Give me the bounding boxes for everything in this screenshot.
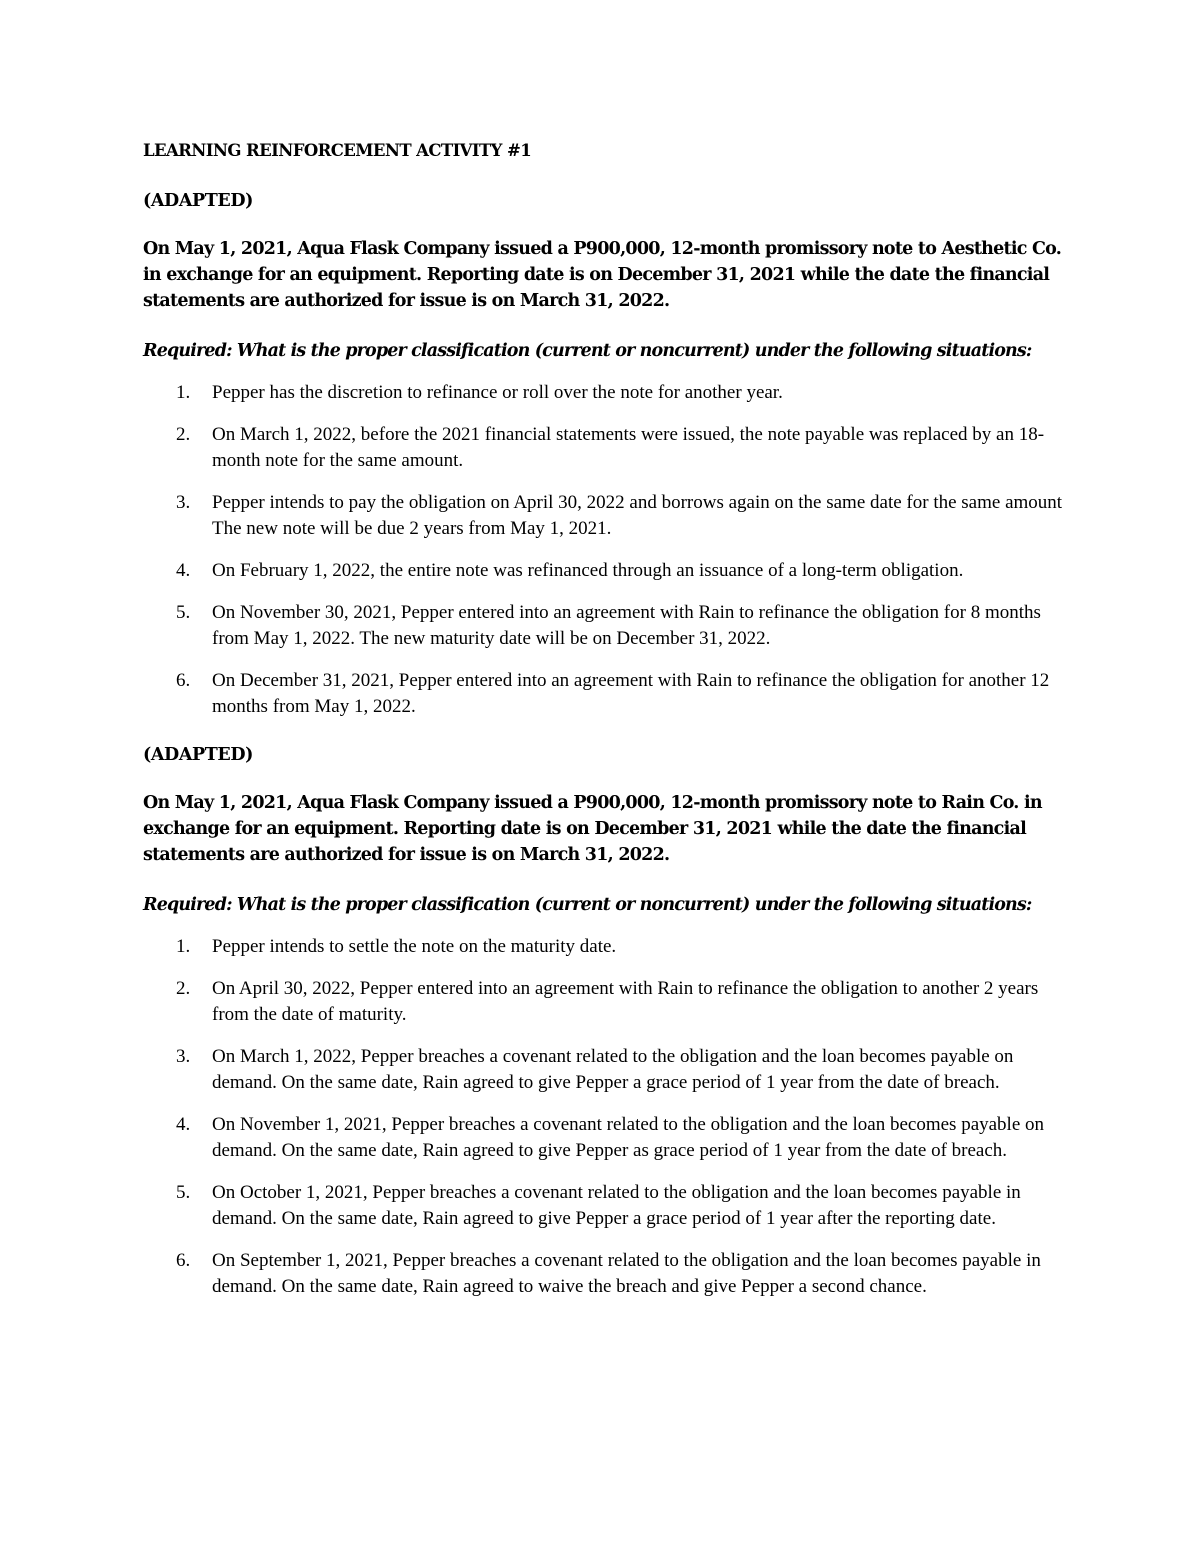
- required-prompt: Required: What is the proper classification (current or noncurrent) under the following situations:: [143, 341, 1032, 361]
- item-text: On April 30, 2022, Pepper entered into an agreement with Rain to refinance the obligation to another 2 years from the date of maturity.: [212, 978, 1039, 1025]
- item-number: 1.: [176, 382, 191, 403]
- list-item: [143, 490, 1063, 542]
- list-item: [143, 1112, 1063, 1164]
- list-item: [143, 1180, 1063, 1232]
- list-item: [143, 422, 1063, 474]
- list-item: [143, 934, 1063, 960]
- item-number: 3.: [176, 492, 191, 513]
- item-text: Pepper has the discretion to refinance or roll over the note for another year.: [212, 382, 783, 403]
- situation-list: [143, 380, 1063, 720]
- item-text: Pepper intends to pay the obligation on April 30, 2022 and borrows again on the same date for the same amount The new note will be due 2 years from May 1, 2021.: [212, 492, 1063, 539]
- item-number: 5.: [176, 602, 191, 623]
- list-item: [143, 600, 1063, 652]
- section-heading: (ADAPTED): [143, 745, 253, 765]
- item-number: 4.: [176, 560, 191, 581]
- required-prompt: Required: What is the proper classification (current or noncurrent) under the following situations:: [143, 895, 1032, 915]
- item-number: 6.: [176, 670, 191, 691]
- item-number: 1.: [176, 936, 191, 957]
- section-heading: (ADAPTED): [143, 191, 253, 211]
- item-text: Pepper intends to settle the note on the maturity date.: [212, 936, 617, 957]
- situation-list: [143, 934, 1063, 1300]
- item-text: On November 1, 2021, Pepper breaches a covenant related to the obligation and the loan becomes payable on demand. On the same date, Rain agreed to give Pepper as grace period of 1 year from the date of breach.: [212, 1114, 1045, 1161]
- item-text: On March 1, 2022, before the 2021 financial statements were issued, the note payable was replaced by an 18-month note for the same amount.: [212, 424, 1045, 471]
- item-text: On February 1, 2022, the entire note was refinanced through an issuance of a long-term obligation.: [212, 560, 964, 581]
- item-text: On March 1, 2022, Pepper breaches a covenant related to the obligation and the loan becomes payable on demand. On the same date, Rain agreed to give Pepper a grace period of 1 year from the date of breach.: [212, 1046, 1014, 1093]
- item-text: On October 1, 2021, Pepper breaches a covenant related to the obligation and the loan becomes payable in demand. On the same date, Rain agreed to give Pepper a grace period of 1 year after the reporting date.: [212, 1182, 1021, 1229]
- problem-statement: On May 1, 2021, Aqua Flask Company issued a P900,000, 12-month promissory note to Aesthetic Co. in exchange for an equipment. Reporting date is on December 31, 2021 while the date the financial statements are authorized for issue is on March 31, 2022.: [143, 239, 1062, 311]
- item-number: 3.: [176, 1046, 191, 1067]
- item-text: On September 1, 2021, Pepper breaches a covenant related to the obligation and the loan becomes payable in demand. On the same date, Rain agreed to waive the breach and give Pepper a second chance.: [212, 1250, 1041, 1297]
- item-text: On December 31, 2021, Pepper entered into an agreement with Rain to refinance the obligation for another 12 months from May 1, 2022.: [212, 670, 1050, 717]
- list-item: [143, 976, 1063, 1028]
- item-text: On November 30, 2021, Pepper entered into an agreement with Rain to refinance the obligation for 8 months from May 1, 2022. The new maturity date will be on December 31, 2022.: [212, 602, 1041, 649]
- item-number: 5.: [176, 1182, 191, 1203]
- item-number: 2.: [176, 424, 191, 445]
- problem-statement: On May 1, 2021, Aqua Flask Company issued a P900,000, 12-month promissory note to Rain Co. in exchange for an equipment. Reporting date is on December 31, 2021 while the date the financial statements are authorized for issue is on March 31, 2022.: [143, 793, 1042, 865]
- item-number: 2.: [176, 978, 191, 999]
- list-item: [143, 668, 1063, 720]
- document-title: LEARNING REINFORCEMENT ACTIVITY #1: [143, 141, 532, 160]
- section-1: [143, 188, 1063, 720]
- item-number: 4.: [176, 1114, 191, 1135]
- list-item: [143, 558, 1063, 584]
- list-item: [143, 1248, 1063, 1300]
- document-page: [143, 138, 1063, 1316]
- list-item: [143, 1044, 1063, 1096]
- item-number: 6.: [176, 1250, 191, 1271]
- list-item: [143, 380, 1063, 406]
- section-2: [143, 742, 1063, 1300]
